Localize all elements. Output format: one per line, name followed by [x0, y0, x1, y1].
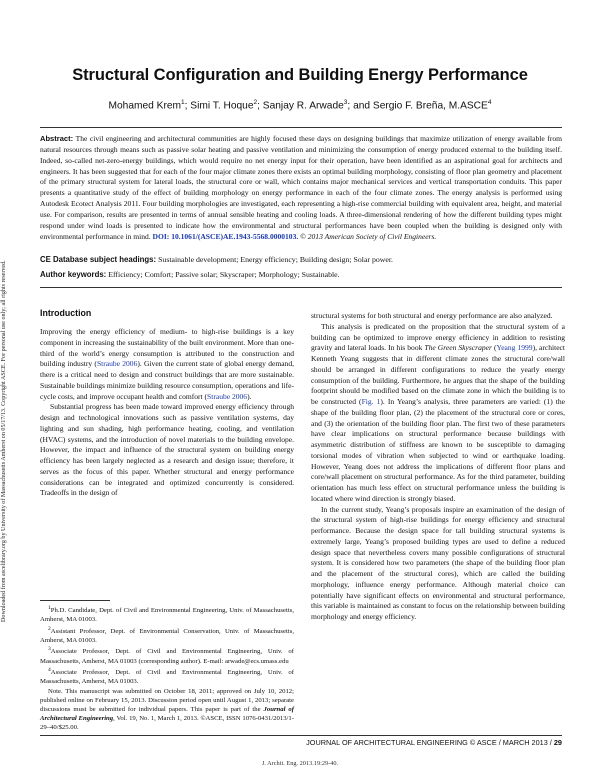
subject-headings-label: CE Database subject headings:	[40, 255, 157, 264]
footnote-1-text: Ph.D. Candidate, Dept. of Civil and Environmental Engineering, Univ. of Massachusetts, Amherst, MA 01003.	[40, 607, 294, 624]
abstract	[40, 134, 562, 242]
subject-headings-text: Sustainable development; Energy efficiency; Building design; Solar power.	[158, 255, 393, 264]
footnote-rule	[40, 600, 110, 601]
manuscript-note	[40, 687, 294, 733]
footnotes	[40, 604, 294, 733]
journal-footer-text: JOURNAL OF ARCHITECTURAL ENGINEERING © ASCE / MARCH 2013 /	[306, 738, 552, 747]
manuscript-note-text-a: Note. This manuscript was submitted on October 18, 2011; approved on July 10, 2012; published online on February 15, 2013. Discussion period open until August 1, 2013; separate discussions must be submitted for individual papers. This paper is part of the	[40, 687, 294, 713]
right-p2-text-c: ), architect Kenneth Yeang suggests that in different climate zones the structural core/wall should be arranged in different configurations to reduce the yearly energy consumption of the building. Furthermore, he argues that the shape of the building footprint should be modified based on the climate zone in which the building is to be constructed (	[311, 343, 565, 406]
author-line	[40, 99, 560, 111]
intro-paragraph-2: Substantial progress has been made toward improved energy efficiency through design and technological innovations such as passive ventilation systems, day lighting and sun shading, high performance heating, cooling, and ventilation (HVAC) systems, and the introduction of novel materials to the building envelope. However, the impact and influence of the structural system on building energy efficiency has been largely neglected as a research and design issue; therefore, it serves as the focus of this paper. Whether structural and energy performance considerations can be integrated and optimized concurrently is considered. Tradeoffs in the design of	[40, 402, 294, 498]
author-affil-3: 3	[343, 99, 348, 106]
footnote-1: $^1$Ph.D. Candidate, Dept. of Civil and Environmental Engineering, Univ. of Massachusetts, Amherst, MA 01003.	[40, 605, 294, 624]
footnote-2-text: Assistant Professor, Dept. of Environmental Conservation, Univ. of Massachusetts, Amherst, MA 01003.	[40, 627, 294, 645]
intro-p1-text-b: ). Given the current state of global energy demand, there is a critical need to design and construct buildings that are more sustainable. Sustainable buildings minimize building resource consumption, operations and life-cycle costs, and improve occupant health and comfort (	[40, 359, 294, 401]
author-name-4: ; and Sergio F. Breña, M.ASCE	[347, 100, 488, 112]
abstract-label: Abstract:	[40, 134, 74, 143]
paper-title: Structural Configuration and Building Energy Performance	[72, 66, 528, 84]
citation-straube-2006-second[interactable]: Straube 2006	[207, 391, 248, 401]
footer-rule	[40, 735, 562, 736]
footnote-3: $^3$Associate Professor, Dept. of Civil and Environmental Engineering, Univ. of Massachusetts, Amherst, MA 01003 (corresponding author). E-mail: arwade@ecs.umass.edu	[40, 646, 294, 665]
author-name-2: ; Simi T. Hoque	[184, 100, 254, 112]
author-affil-1: 1	[181, 99, 185, 106]
intro-p1-text-c: ).	[247, 391, 252, 401]
intro-p1-text-a: Improving the energy efficiency of medium- to high-rise buildings is a key component in increasing the sustainability of the built environment. More than one-third of the world’s energy consumption is attributed to the construction and building industry (	[40, 327, 294, 369]
copyright-notice: © 2013 American Society of Civil Engineers.	[300, 231, 437, 241]
abstract-bottom-rule	[40, 287, 562, 288]
section-heading-introduction: Introduction	[40, 308, 92, 318]
author-keywords	[40, 270, 562, 279]
left-column	[40, 308, 294, 499]
author-affil-4: 4	[487, 99, 492, 106]
journal-footer	[306, 738, 562, 747]
right-paragraph-3: In the current study, Yeang’s proposals inspire an examination of the design of the structural system of high-rise buildings for energy efficiency and structural performance. Because the design space for tall building structural systems is extremely large, Yeang’s proposed building types are used to define a reduced design space that nevertheless covers many possible configurations of structural system. It is considered how two parameters (the shape of the building floor plan and the placement of the structural cores), which are called the building morphology, influence energy performance. Although material choice can potentially have significant effects on environmental and structural performance, this variable is maintained as constant to focus on the relationship between building morphology and energy efficiency.	[311, 504, 565, 621]
abstract-top-rule	[40, 127, 562, 128]
right-p2-text-a: This analysis is predicated on the proposition that the structural system of a building can be optimized to improve energy efficiency in addition to resisting gravity and lateral loads. In his book	[311, 321, 565, 353]
author-name-1: Mohamed Krem	[108, 100, 181, 112]
author-keywords-label: Author keywords:	[40, 270, 107, 279]
download-notice-text: Downloaded from ascelibrary.org by University of Massachusetts Amherst on 05/17/13. Copyright ASCE. For personal use only; all rights reserved.	[1, 260, 7, 622]
right-p2-text-d: ). In Yeang’s analysis, three parameters are varied: (1) the shape of the building floor plan, (2) the placement of the structural core or cores, and (3) the orientation of the building floor plan. The first two of these parameters have clear implications on structural performance because buildings with asymmetric distribution of stiffness are known to be susceptible to damaging torsional modes of vibration when subjected to wind or earthquake loading. However, Yeang does not address the implications of different floor plans and core/wall placement on structural performance. As for the third parameter, building orientation has much less effect on structural performance unless the building is located where wind direction is strongly biased.	[311, 397, 565, 503]
author-affil-2: 2	[253, 99, 258, 106]
right-column	[311, 311, 565, 623]
page-number: 29	[553, 738, 562, 747]
footnote-4-text: Associate Professor, Dept. of Civil and Environmental Engineering, Univ. of Massachusetts, Amherst, MA 01003.	[40, 669, 294, 686]
subject-headings	[40, 255, 562, 264]
footnote-4: $^4$Associate Professor, Dept. of Civil and Environmental Engineering, Univ. of Massachusetts, Amherst, MA 01003.	[40, 666, 294, 686]
author-keywords-text: Efficiency; Comfort; Passive solar; Skyscraper; Morphology; Sustainable.	[108, 270, 340, 279]
figure-1-link[interactable]: Fig. 1	[361, 397, 381, 406]
download-notice	[1, 152, 11, 622]
right-paragraph-2	[311, 322, 565, 505]
author-name-3: ; Sanjay R. Arwade	[257, 100, 344, 112]
intro-paragraph-1	[40, 327, 294, 402]
right-p2-text-b: (	[491, 343, 497, 353]
right-paragraph-1: structural systems for both structural and energy performance are also analyzed.	[311, 311, 553, 320]
footnote-3-text: Associate Professor, Dept. of Civil and Environmental Engineering, Univ. of Massachusetts, Amherst, MA 01003 (corresponding author). E-mail: arwade@ecs.umass.edu	[40, 648, 294, 665]
manuscript-note-text-b: , Vol. 19, No. 1, March 1, 2013. ©ASCE, ISSN 1076-0431/2013/1-29–40/$25.00.	[40, 715, 294, 732]
book-title: The Green Skyscraper	[424, 343, 492, 353]
journal-name: Journal of Architectural Engineering	[40, 705, 294, 723]
citation-straube-2006[interactable]: Straube 2006	[96, 359, 138, 369]
footnote-2: $^2$Assistant Professor, Dept. of Environmental Conservation, Univ. of Massachusetts, Amherst, MA 01003.	[40, 625, 294, 645]
abstract-text: The civil engineering and architectural communities are highly focused these days on designing buildings that maximize utilization of energy available from natural resources through means such as passive solar heating and passive ventilation and minimizing the consumption of energy produced external to the building itself. Indeed, so-called net-zero-energy buildings, which would require no net energy input for their operation, have been identified as an aspirational goal for architects and engineers. It has been suggested that for each of the four major climate zones there exists an optimal building morphology, consisting of floor plan geometry and placement of the primary structural system for lateral loads, the structural core or wall, which contains major mechanical services and vertical transportation conduits. This paper presents a quantitative study of the effect of building morphology on energy performance in each of the four climate zones. The energy analysis is performed using Autodesk Ecotect Analysis 2011. Four building morphologies are investigated, each representing a high-rise commercial building with equivalent area, height, and material use. For comparison, results are presented in terms of annual sensible heating and cooling loads. A three-dimensional rendering of how the different building types might respond under wind loads is presented to indicate how the environmental and structural performances have been coupled when the building is designed only with environmental performance in mind.	[40, 134, 562, 241]
doi-link[interactable]: DOI: 10.1061/(ASCE)AE.1943-5568.0000103.	[152, 231, 299, 241]
citation-footer: J. Archit. Eng. 2013.19:29-40.	[261, 760, 339, 767]
citation-yeang-1999[interactable]: Yeang 1999	[496, 343, 533, 353]
